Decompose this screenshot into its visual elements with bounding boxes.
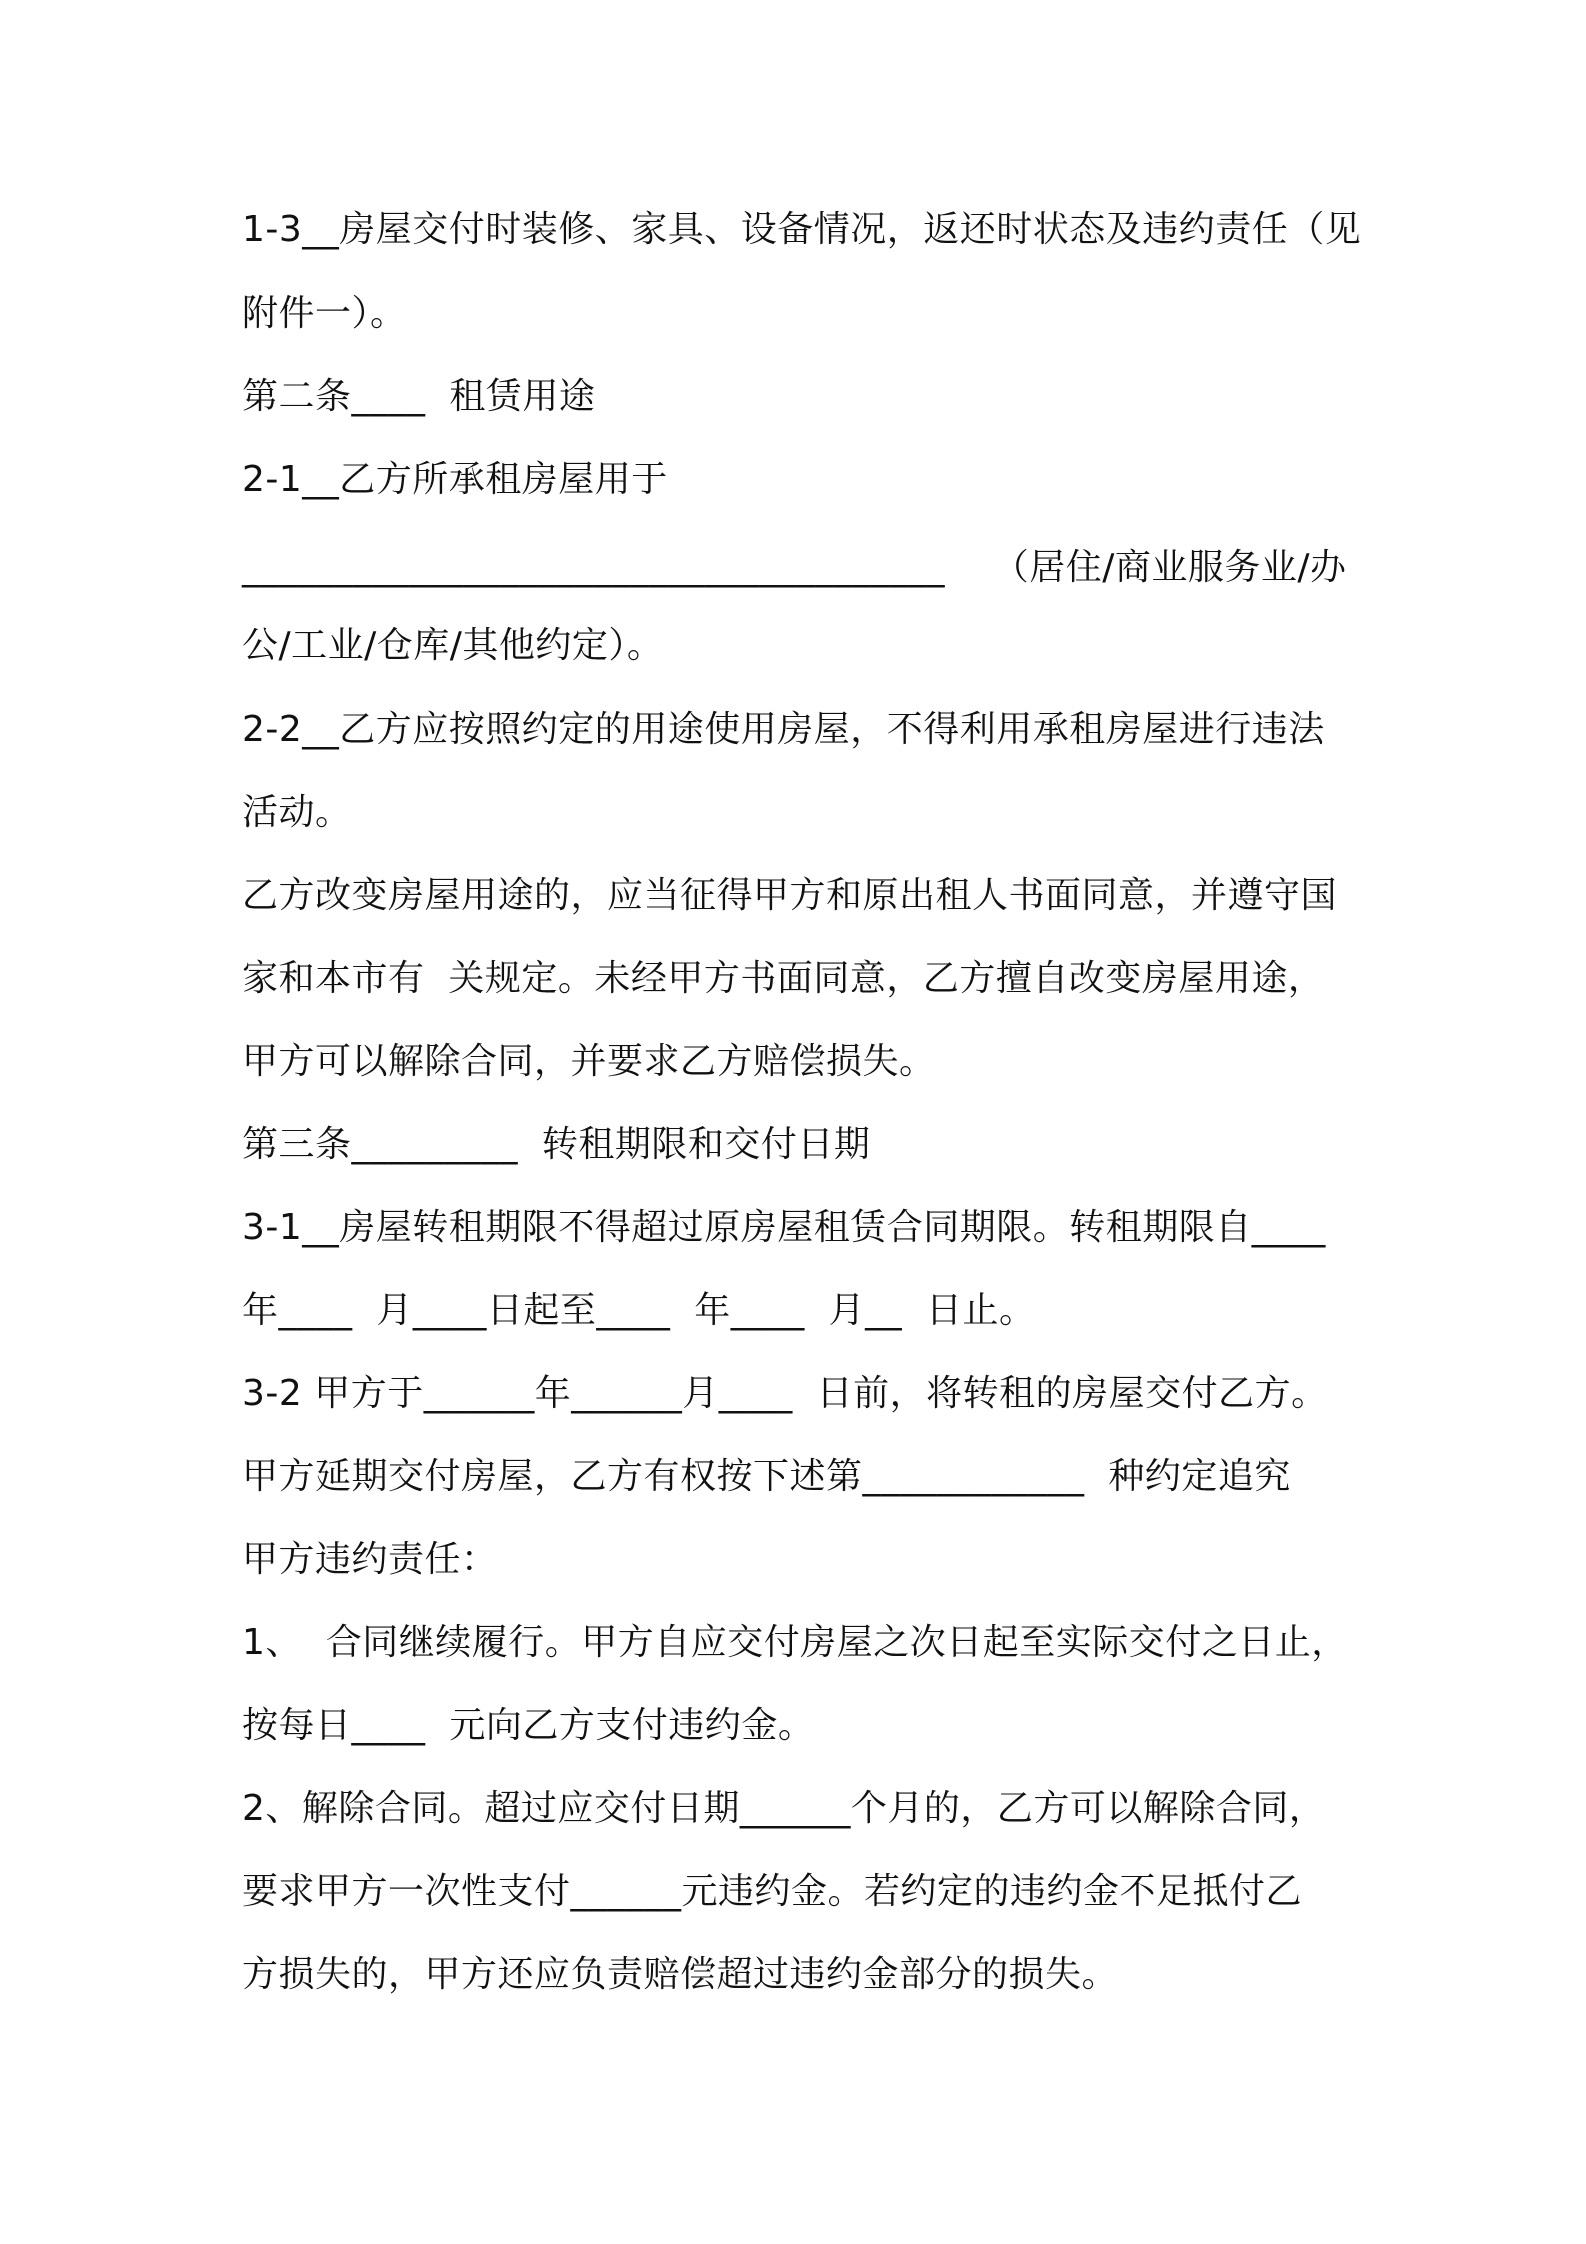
section-heading: 第二条____ 租赁用途 bbox=[242, 376, 596, 417]
text-line: 1、 合同继续履行。甲方自应交付房屋之次日起至实际交付之日止， bbox=[242, 1622, 1348, 1663]
text-line: 方损失的，甲方还应负责赔偿超过违约金部分的损失。 bbox=[242, 1954, 1119, 1995]
text-line: 按每日____ 元向乙方支付违约金。 bbox=[242, 1705, 815, 1746]
section-heading: 第三条_________ 转租期限和交付日期 bbox=[242, 1124, 871, 1165]
text-line: 公/工业/仓库/其他约定）。 bbox=[242, 625, 664, 666]
text-line: 甲方延期交付房屋，乙方有权按下述第____________ 种约定追究 bbox=[242, 1456, 1291, 1497]
text-line: 2-2__乙方应按照约定的用途使用房屋，不得利用承租房屋进行违法 bbox=[242, 709, 1325, 750]
text-line: 甲方违约责任： bbox=[242, 1539, 498, 1580]
text-line: 家和本市有 关规定。未经甲方书面同意，乙方擅自改变房屋用途， bbox=[242, 958, 1325, 999]
text-line: 2-1__乙方所承租房屋用于 bbox=[242, 459, 668, 500]
text-line: 3-1__房屋转租期限不得超过原房屋租赁合同期限。转租期限自____ bbox=[242, 1207, 1326, 1248]
text-line: 3-2 甲方于______年______月____ 日前，将转租的房屋交付乙方。 bbox=[242, 1373, 1328, 1414]
text-line: 要求甲方一次性支付______元违约金。若约定的违约金不足抵付乙 bbox=[242, 1871, 1303, 1912]
text-line: ______________________________________ （居住/商业服务业/办 bbox=[242, 547, 1347, 588]
text-line: 甲方可以解除合同，并要求乙方赔偿损失。 bbox=[242, 1041, 936, 1082]
text-line: 1-3__房屋交付时装修、家具、设备情况，返还时状态及违约责任（见 bbox=[242, 209, 1362, 250]
text-line: 乙方改变房屋用途的，应当征得甲方和原出租人书面同意，并遵守国 bbox=[242, 875, 1338, 916]
text-line: 年____ 月____日起至____ 年____ 月__ 日止。 bbox=[242, 1290, 1036, 1331]
text-line: 活动。 bbox=[242, 792, 352, 833]
text-line: 2、解除合同。超过应交付日期______个月的，乙方可以解除合同， bbox=[242, 1788, 1326, 1829]
text-line: 附件一）。 bbox=[242, 293, 407, 334]
